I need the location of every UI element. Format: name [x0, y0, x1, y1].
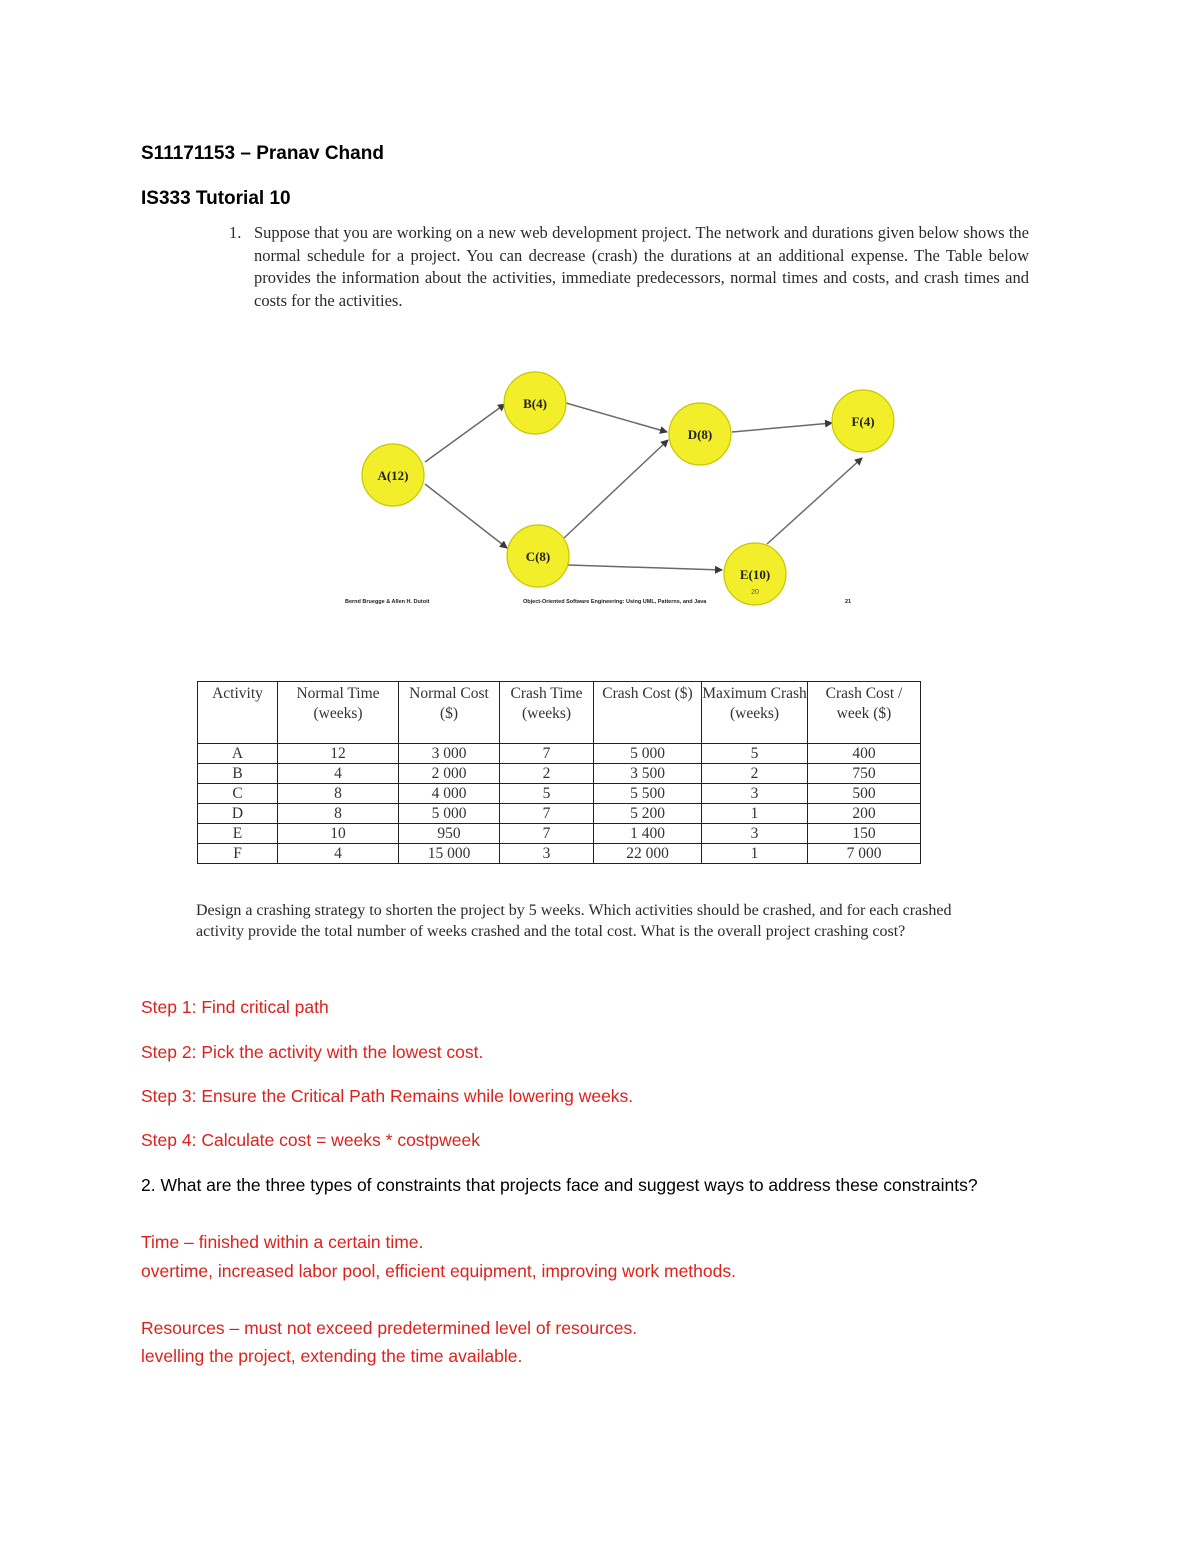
- table-row: [198, 764, 921, 784]
- edge-e-f: [767, 458, 862, 544]
- answer-time-remedies: overtime, increased labor pool, efficient equipment, improving work methods.: [141, 1260, 736, 1281]
- edge-c-d: [564, 440, 668, 538]
- edge-b-d: [566, 403, 667, 432]
- table-cell: 750: [808, 764, 921, 784]
- table-cell: 5: [500, 784, 594, 804]
- table-cell: 3: [500, 844, 594, 864]
- step-3: Step 3: Ensure the Critical Path Remains while lowering weeks.: [141, 1086, 634, 1106]
- header-normal-cost: Normal Cost ($): [399, 682, 500, 744]
- table-row: [198, 784, 921, 804]
- table-cell: A: [198, 744, 278, 764]
- header-maximum-crash: Maximum Crash (weeks): [702, 682, 808, 744]
- table-cell: 7: [500, 824, 594, 844]
- tutorial-title: IS333 Tutorial 10: [141, 188, 291, 209]
- diagram-footer-page: 21: [845, 599, 852, 605]
- table-cell: 12: [278, 744, 399, 764]
- header-normal-time: Normal Time (weeks): [278, 682, 399, 744]
- table-cell: 5 200: [594, 804, 702, 824]
- step-2: Step 2: Pick the activity with the lowest cost.: [141, 1042, 484, 1062]
- table-cell: 22 000: [594, 844, 702, 864]
- header-crash-cost: Crash Cost ($): [594, 682, 702, 744]
- question-2-answers: [141, 1228, 1041, 1371]
- header-crash-time: Crash Time (weeks): [500, 682, 594, 744]
- node-c-label: C(8): [525, 549, 551, 564]
- table-cell: 15 000: [399, 844, 500, 864]
- network-diagram: [0, 0, 1200, 640]
- slide-number: 20: [751, 589, 759, 596]
- table-cell: 5: [702, 744, 808, 764]
- activity-table-wrapper: [197, 681, 921, 864]
- table-cell: 5 000: [594, 744, 702, 764]
- table-cell: 5 500: [594, 784, 702, 804]
- answer-resources: Resources – must not exceed predetermined level of resources.: [141, 1317, 638, 1338]
- table-cell: D: [198, 804, 278, 824]
- table-row: [198, 804, 921, 824]
- table-cell: 4: [278, 844, 399, 864]
- diagram-footer-authors: Bernd Bruegge & Allen H. Dutoit: [345, 599, 430, 605]
- table-cell: 3 000: [399, 744, 500, 764]
- table-cell: 7: [500, 744, 594, 764]
- table-cell: 2 000: [399, 764, 500, 784]
- table-cell: 200: [808, 804, 921, 824]
- table-cell: 500: [808, 784, 921, 804]
- answer-resources-remedies: levelling the project, extending the time available.: [141, 1346, 523, 1366]
- table-cell: B: [198, 764, 278, 784]
- table-cell: 1: [702, 804, 808, 824]
- table-cell: E: [198, 824, 278, 844]
- table-cell: 150: [808, 824, 921, 844]
- node-a-label: A(12): [377, 468, 409, 483]
- node-d-label: D(8): [687, 427, 713, 442]
- table-cell: 7 000: [808, 844, 921, 864]
- answer-spacer: [141, 1285, 1041, 1314]
- diagram-footer-book: Object-Oriented Software Engineering: Using UML, Patterns, and Java: [523, 599, 707, 605]
- design-question: Design a crashing strategy to shorten the project by 5 weeks. Which activities should be crashed, and for each crashed activity provide the total number of weeks crashed and the total cost. What is the overall project crashing cost?: [196, 902, 952, 940]
- node-b-label: B(4): [523, 396, 547, 411]
- table-cell: 4: [278, 764, 399, 784]
- table-cell: 2: [500, 764, 594, 784]
- table-cell: 8: [278, 804, 399, 824]
- question-1-text: Suppose that you are working on a new web development project. The network and durations given below shows the normal schedule for a project. You can decrease (crash) the durations at an additional expense. The Table below provides the information about the activities, immediate predecessors, normal times and costs, and crash times and costs for the activities.: [254, 223, 1029, 310]
- node-e-label: E(10): [739, 567, 771, 582]
- question-2-text: 2. What are the three types of constraints that projects face and suggest ways to address these constraints?: [141, 1175, 978, 1195]
- activity-table: [197, 681, 921, 864]
- table-cell: 8: [278, 784, 399, 804]
- table-cell: 10: [278, 824, 399, 844]
- table-cell: C: [198, 784, 278, 804]
- header-activity: Activity: [198, 682, 278, 744]
- edge-a-c: [425, 484, 507, 548]
- table-cell: 7: [500, 804, 594, 824]
- table-cell: 3 500: [594, 764, 702, 784]
- table-row: [198, 844, 921, 864]
- table-cell: 1 400: [594, 824, 702, 844]
- table-cell: 1: [702, 844, 808, 864]
- student-id-name: S11171153 – Pranav Chand: [141, 143, 384, 164]
- table-cell: 4 000: [399, 784, 500, 804]
- table-cell: 5 000: [399, 804, 500, 824]
- table-cell: 2: [702, 764, 808, 784]
- table-cell: F: [198, 844, 278, 864]
- table-cell: 3: [702, 784, 808, 804]
- question-1-number: 1.: [229, 223, 242, 242]
- edge-d-f: [732, 423, 832, 432]
- edge-a-b: [425, 404, 505, 462]
- table-row: [198, 744, 921, 764]
- table-cell: 950: [399, 824, 500, 844]
- edge-c-e: [568, 565, 722, 570]
- answer-time: Time – finished within a certain time.: [141, 1232, 424, 1252]
- table-cell: 3: [702, 824, 808, 844]
- step-1: Step 1: Find critical path: [141, 997, 329, 1017]
- step-4: Step 4: Calculate cost = weeks * costpweek: [141, 1130, 480, 1150]
- header-crash-cost-per-week: Crash Cost / week ($): [808, 682, 921, 744]
- node-f-label: F(4): [851, 414, 875, 429]
- table-row: [198, 824, 921, 844]
- table-cell: 400: [808, 744, 921, 764]
